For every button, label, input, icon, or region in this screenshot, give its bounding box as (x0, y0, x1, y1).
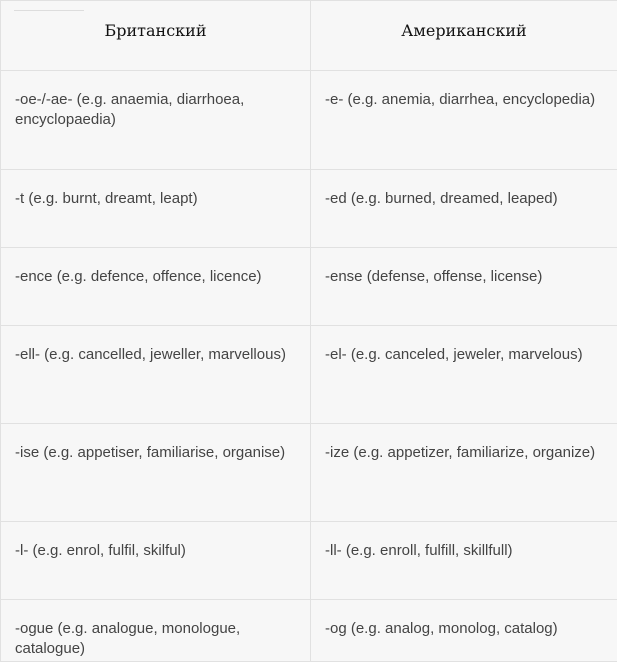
header-american: Американский (311, 1, 617, 71)
table-row (1, 71, 617, 170)
table-row (1, 522, 617, 600)
table-row (1, 170, 617, 248)
header-row (1, 1, 617, 71)
table-row (1, 424, 617, 522)
american-cell: -ed (e.g. burned, dreamed, leaped) (311, 170, 617, 248)
table-row (1, 248, 617, 326)
faint-decoration (14, 10, 84, 11)
american-cell: -ense (defense, offense, license) (311, 248, 617, 326)
british-cell: -l- (e.g. enrol, fulfil, skilful) (1, 522, 311, 600)
american-cell: -og (e.g. analog, monolog, catalog) (311, 600, 617, 662)
british-cell: -oe-/-ae- (e.g. anaemia, diarrhoea, encyclopaedia) (1, 71, 311, 170)
american-cell: -e- (e.g. anemia, diarrhea, encyclopedia) (311, 71, 617, 170)
british-cell: -ogue (e.g. analogue, monologue, catalogue) (1, 600, 311, 662)
american-cell: -ize (e.g. appetizer, familiarize, organize) (311, 424, 617, 522)
table-row (1, 326, 617, 424)
american-cell: -ll- (e.g. enroll, fulfill, skillfull) (311, 522, 617, 600)
header-british: Британский (1, 1, 311, 71)
british-cell: -ise (e.g. appetiser, familiarise, organise) (1, 424, 311, 522)
british-cell: -ell- (e.g. cancelled, jeweller, marvellous) (1, 326, 311, 424)
british-cell: -t (e.g. burnt, dreamt, leapt) (1, 170, 311, 248)
american-cell: -el- (e.g. canceled, jeweler, marvelous) (311, 326, 617, 424)
table-row (1, 600, 617, 662)
british-cell: -ence (e.g. defence, offence, licence) (1, 248, 311, 326)
